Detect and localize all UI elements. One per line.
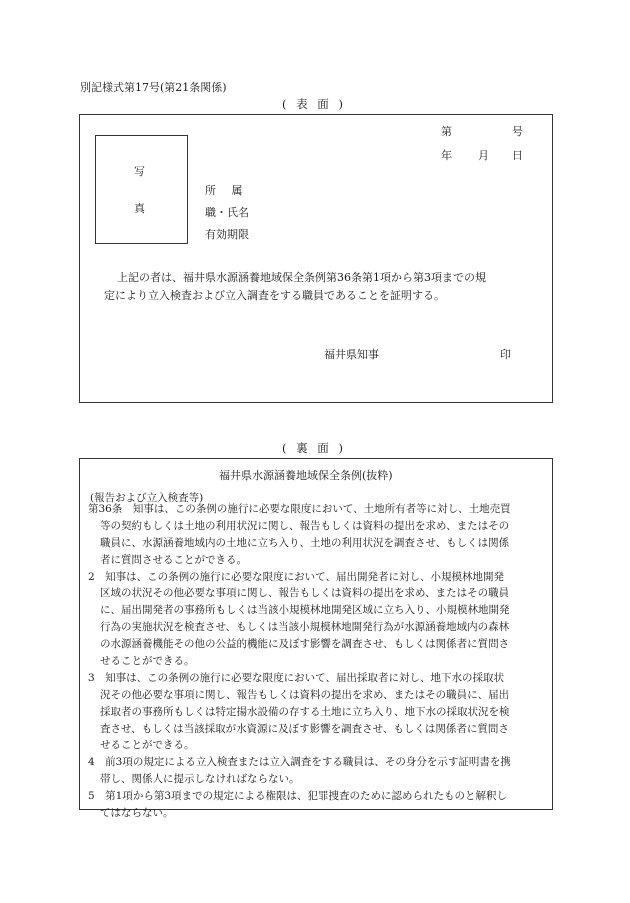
article-line: せることができる。: [100, 739, 195, 752]
statement: [117, 269, 486, 287]
issuer: 福井県知事: [324, 348, 379, 361]
date-day: 日: [512, 149, 523, 162]
article-line: 区域の状況その他必要な事項に関し、報告もしくは資料の提出を求め、またはその職員: [100, 587, 510, 600]
statement-line: 定により立入検査および立入調査をする職員であることを証明する。: [104, 289, 445, 302]
article-line: 2 知事は、この条例の施行に必要な限度において、届出開発者に対し、小規模林地開発: [88, 570, 504, 583]
number-suffix: 号: [512, 125, 523, 138]
field-title-name: 職・氏名: [205, 206, 249, 219]
article-line: 等の契約もしくは土地の利用状況に関し、報告もしくは資料の提出を求め、またはその: [100, 519, 510, 532]
seal-label: 印: [500, 348, 511, 361]
article-line: 行為の実施状況を検査させ、もしくは当該小規模林地開発行為が水源涵養地域内の森林: [100, 621, 510, 634]
number-label: 第: [441, 125, 452, 138]
form-label: 別記様式第17号(第21条関係): [80, 81, 227, 94]
field-validity: 有効期限: [205, 228, 249, 241]
article-line: の水源涵養機能その他の公益的機能に及ぼす影響を調査させ、もしくは関係者に質問さ: [100, 638, 510, 651]
front-heading: ( 表 面 ): [282, 97, 343, 111]
back-body: [88, 501, 556, 822]
article-line: 第36条 知事は、この条例の施行に必要な限度において、土地所有者等に対し、土地売買: [88, 503, 511, 515]
article-line: 査させ、もしくは当該採取が水資源に及ぼす影響を調査させ、もしくは関係者に質問さ: [100, 722, 509, 735]
photo-label-1: 写: [134, 165, 145, 178]
article-line: 採取者の事務所もしくは特定揚水設備の存する土地に立ち入り、地下水の採取状況を検: [100, 705, 510, 718]
article-line: 5 第1項から第3項までの規定による権限は、犯罪捜査のために認められたものと解釈し: [88, 790, 508, 803]
statement-line: 上記の者は、福井県水源涵養地域保全条例第36条第1項から第3項までの規: [117, 271, 486, 284]
article-line: に、届出開発者の事務所もしくは当該小規模林地開発区域に立ち入り、小規模林地開発: [100, 604, 510, 617]
article-line: てはならない。: [100, 807, 174, 820]
back-heading: ( 裏 面 ): [282, 441, 343, 455]
photo-label-2: 真: [134, 202, 145, 215]
back-title: 福井県水源涵養地域保全条例(抜粋): [219, 469, 393, 482]
article-line: 者に質問させることができる。: [100, 553, 247, 566]
date-month: 月: [478, 149, 489, 162]
article-line: 職員に、水源涵養地域内の土地に立ち入り、土地の利用状況を調査させ、もしくは関係: [100, 536, 510, 549]
article-line: 帯し、関係人に提示しなければならない。: [100, 773, 300, 786]
article-line: 4 前3項の規定による立入検査または立入調査をする職員は、その身分を示す証明書を携: [88, 756, 511, 769]
article-line: 3 知事は、この条例の施行に必要な限度において、届出採取者に対し、地下水の採取状: [88, 671, 504, 684]
article-line: せることができる。: [100, 655, 195, 668]
back-caption: (報告および立入検査等): [90, 492, 204, 504]
date-year: 年: [441, 149, 452, 162]
field-affiliation: 所 属: [205, 184, 243, 197]
statement-cont: [104, 287, 445, 305]
article-line: 況その他必要な事項に関し、報告もしくは資料の提出を求め、またはその職員に、届出: [100, 688, 510, 701]
photo-box: [95, 135, 188, 244]
